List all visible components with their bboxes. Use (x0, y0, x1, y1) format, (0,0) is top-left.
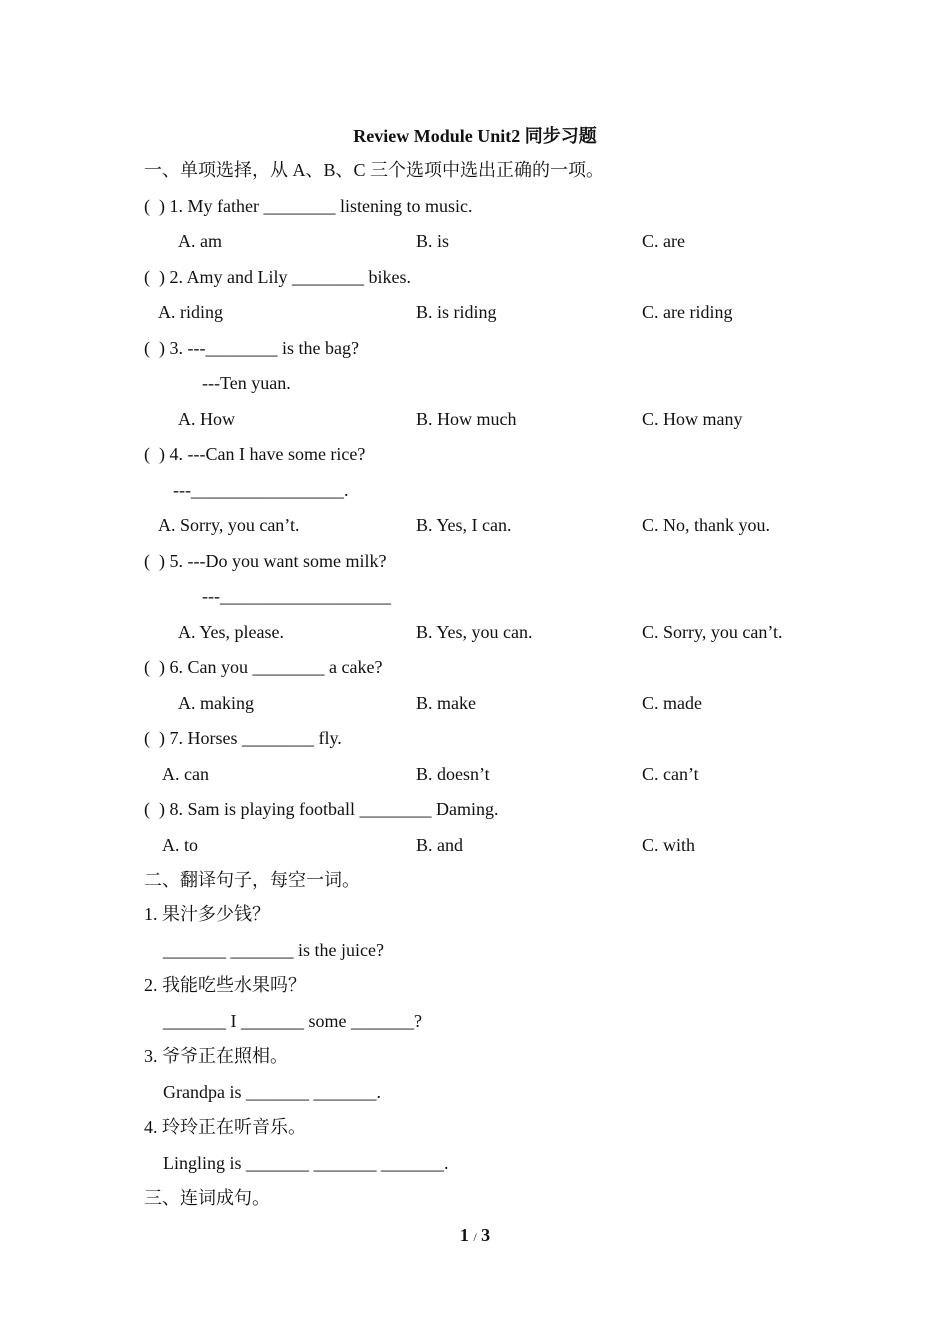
translation-4-answer: Lingling is _______ _______ _______. (163, 1153, 449, 1173)
question-2-option-c: C. are riding (642, 302, 733, 322)
question-1-option-a: A. am (178, 231, 222, 251)
total-pages: 3 (481, 1225, 491, 1245)
translation-3-answer: Grandpa is _______ _______. (163, 1082, 381, 1102)
question-3-option-c: C. How many (642, 409, 743, 429)
question-4-option-b: B. Yes, I can. (416, 515, 512, 535)
current-page: 1 (459, 1225, 469, 1245)
translation-4-prompt: 4. 玲玲正在听音乐。 (144, 1117, 306, 1137)
question-3-stem: ( ) 3. ---________ is the bag? (144, 338, 359, 358)
question-7-option-c: C. can’t (642, 764, 699, 784)
translation-2-prompt: 2. 我能吃些水果吗？ (144, 975, 306, 995)
translation-2-answer: _______ I _______ some _______? (163, 1011, 422, 1031)
question-4-option-a: A. Sorry, you can’t. (158, 515, 300, 535)
question-7-stem: ( ) 7. Horses ________ fly. (144, 728, 342, 748)
question-3-response: ---Ten yuan. (202, 373, 291, 393)
question-6-option-b: B. make (416, 693, 476, 713)
question-1-option-b: B. is (416, 231, 450, 251)
question-1-stem: ( ) 1. My father ________ listening to music. (144, 196, 473, 216)
question-4-option-c: C. No, thank you. (642, 515, 770, 535)
question-7-option-a: A. can (162, 764, 209, 784)
question-5-option-b: B. Yes, you can. (416, 622, 533, 642)
question-2-stem: ( ) 2. Amy and Lily ________ bikes. (144, 267, 411, 287)
section-2-heading: 二、翻译句子，每空一词。 (144, 870, 360, 890)
page-separator: / (473, 1230, 477, 1244)
question-6-option-c: C. made (642, 693, 702, 713)
translation-1-answer: _______ _______ is the juice? (163, 940, 384, 960)
question-8-option-c: C. with (642, 835, 696, 855)
question-6-stem: ( ) 6. Can you ________ a cake? (144, 657, 383, 677)
question-4-stem: ( ) 4. ---Can I have some rice? (144, 444, 366, 464)
question-5-response: ---___________________ (202, 586, 391, 606)
question-3-option-b: B. How much (416, 409, 517, 429)
question-5-option-c: C. Sorry, you can’t. (642, 622, 783, 642)
question-8-option-b: B. and (416, 835, 463, 855)
question-2-option-a: A. riding (158, 302, 223, 322)
question-2-option-b: B. is riding (416, 302, 497, 322)
question-6-option-a: A. making (178, 693, 254, 713)
translation-1-prompt: 1. 果汁多少钱？ (144, 904, 270, 924)
question-8-option-a: A. to (162, 835, 198, 855)
question-5-option-a: A. Yes, please. (178, 622, 284, 642)
question-1-option-c: C. are (642, 231, 685, 251)
section-3-heading: 三、连词成句。 (144, 1188, 270, 1208)
translation-3-prompt: 3. 爷爷正在照相。 (144, 1046, 288, 1066)
page-title: Review Module Unit2 同步习题 (353, 126, 597, 146)
question-3-option-a: A. How (178, 409, 235, 429)
section-1-heading: 一、单项选择，从 A、B、C 三个选项中选出正确的一项。 (144, 160, 605, 180)
question-4-response: ---_________________. (173, 480, 349, 500)
question-8-stem: ( ) 8. Sam is playing football ________ Daming. (144, 799, 499, 819)
page-number (0, 1225, 950, 1246)
question-7-option-b: B. doesn’t (416, 764, 490, 784)
question-5-stem: ( ) 5. ---Do you want some milk? (144, 551, 387, 571)
